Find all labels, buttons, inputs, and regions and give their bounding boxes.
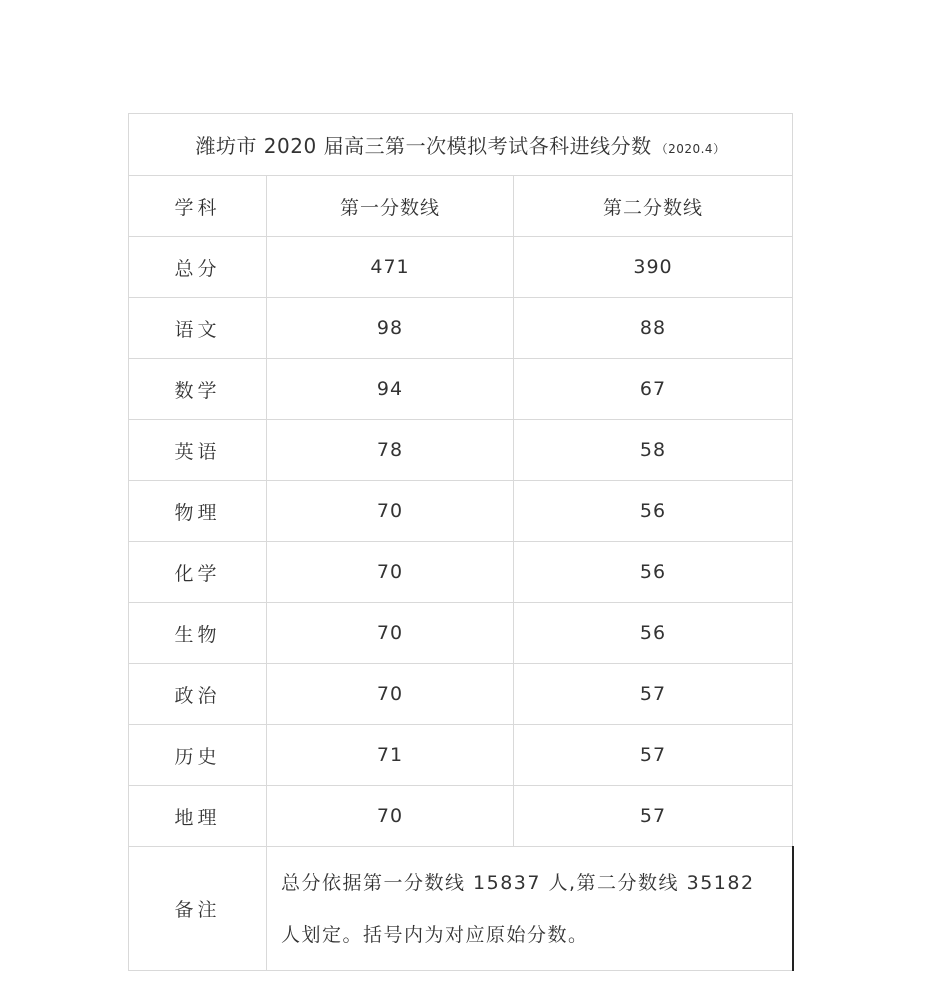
row-line2: 67: [514, 359, 793, 420]
row-line2: 57: [514, 786, 793, 847]
row-line2: 57: [514, 725, 793, 786]
table-row: [129, 359, 793, 420]
row-line2: 56: [514, 603, 793, 664]
row-subject: 生物: [129, 603, 267, 664]
row-line1: 98: [267, 298, 514, 359]
row-subject: 英语: [129, 420, 267, 481]
row-subject: 语文: [129, 298, 267, 359]
row-subject: 总分: [129, 237, 267, 298]
note-text: 总分依据第一分数线 15837 人,第二分数线 35182 人划定。括号内为对应原始分数。: [267, 847, 793, 971]
row-line1: 71: [267, 725, 514, 786]
table-row: [129, 603, 793, 664]
table-row: [129, 786, 793, 847]
table-row: [129, 725, 793, 786]
row-line2: 56: [514, 542, 793, 603]
row-line1: 94: [267, 359, 514, 420]
table-row: [129, 237, 793, 298]
score-table: [128, 113, 794, 971]
row-subject: 物理: [129, 481, 267, 542]
row-line1: 78: [267, 420, 514, 481]
title-date: （2020.4）: [655, 142, 726, 156]
row-subject: 数学: [129, 359, 267, 420]
row-line2: 390: [514, 237, 793, 298]
row-line2: 58: [514, 420, 793, 481]
row-line2: 88: [514, 298, 793, 359]
row-line1: 70: [267, 542, 514, 603]
row-line1: 70: [267, 603, 514, 664]
row-subject: 历史: [129, 725, 267, 786]
title-main: 潍坊市 2020 届高三第一次模拟考试各科进线分数: [195, 134, 652, 158]
header-line1: 第一分数线: [267, 176, 514, 237]
header-subject: 学科: [129, 176, 267, 237]
row-line1: 70: [267, 481, 514, 542]
table-row: [129, 664, 793, 725]
row-subject: 地理: [129, 786, 267, 847]
header-line2: 第二分数线: [514, 176, 793, 237]
row-line1: 471: [267, 237, 514, 298]
table-row: [129, 481, 793, 542]
table-row: [129, 420, 793, 481]
row-line2: 57: [514, 664, 793, 725]
table-title: [129, 114, 793, 176]
table-row: [129, 298, 793, 359]
row-line1: 70: [267, 786, 514, 847]
row-line1: 70: [267, 664, 514, 725]
row-line2: 56: [514, 481, 793, 542]
row-subject: 政治: [129, 664, 267, 725]
note-label: 备注: [129, 847, 267, 971]
title-row: [129, 114, 793, 176]
row-subject: 化学: [129, 542, 267, 603]
note-row: [129, 847, 793, 971]
header-row: [129, 176, 793, 237]
table-row: [129, 542, 793, 603]
